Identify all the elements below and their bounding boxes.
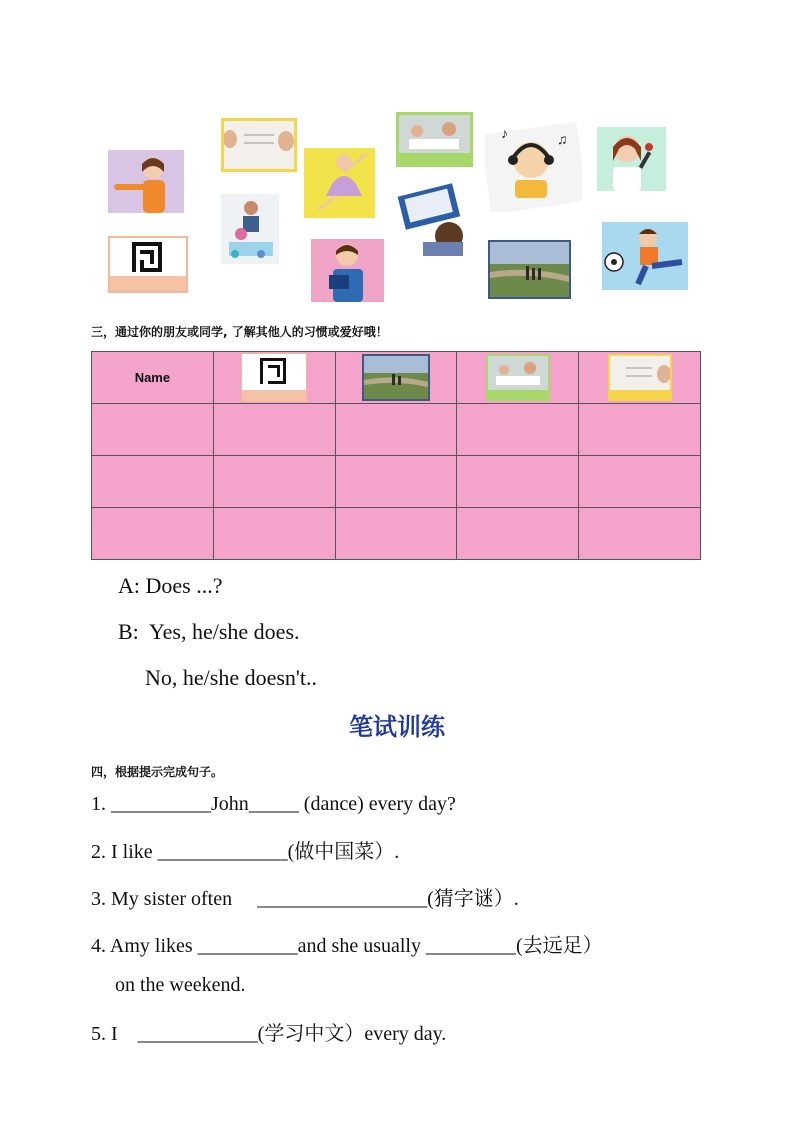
table-cell[interactable]: [213, 456, 335, 508]
table-row: [92, 456, 701, 508]
question-4: 4. Amy likes __________and she usually _________(去远足）: [91, 935, 603, 957]
table-cell[interactable]: [335, 404, 457, 456]
singing-girl-icon: [597, 127, 666, 191]
table-cell[interactable]: [92, 404, 214, 456]
writing-characters-icon: [221, 118, 297, 172]
question-3: 3. My sister often _________________(猜字谜）.: [91, 888, 519, 910]
crossword-puzzle-icon: [241, 353, 307, 402]
table-cell[interactable]: [457, 508, 579, 560]
table-row: [92, 508, 701, 560]
boy-computer-icon: [397, 180, 473, 256]
table-header-puzzle: [213, 352, 335, 404]
table-cell[interactable]: [213, 508, 335, 560]
question-1: 1. __________John_____ (dance) every day?: [91, 793, 456, 815]
table-cell[interactable]: [579, 404, 701, 456]
classroom-group-icon: [396, 112, 473, 167]
table-header-row: [92, 352, 701, 404]
table-cell[interactable]: [457, 404, 579, 456]
table-cell[interactable]: [335, 456, 457, 508]
table-header-classroom: [457, 352, 579, 404]
dialogue-line-b: B: Yes, he/she does.: [118, 619, 300, 644]
section-4-title: 四，根据提示完成句子。: [91, 765, 224, 779]
hiking-photo-icon: [362, 354, 430, 401]
section-subtitle: 笔试训练: [349, 713, 445, 741]
table-cell[interactable]: [579, 456, 701, 508]
question-2: 2. I like _____________(做中国菜）.: [91, 841, 400, 863]
question-4-continued: on the weekend.: [115, 974, 246, 996]
writing-characters-icon: [608, 354, 672, 401]
table-row: [92, 404, 701, 456]
girl-pointing-icon: [108, 150, 184, 213]
table-cell[interactable]: [92, 456, 214, 508]
table-header-hiking: [335, 352, 457, 404]
svg-text:♪: ♪: [501, 127, 508, 142]
name-column-header: Name: [92, 352, 214, 404]
survey-table: [91, 351, 701, 560]
dialogue-line-c: No, he/she doesn't..: [145, 665, 317, 690]
table-header-writing: [579, 352, 701, 404]
dialogue-line-a: A: Does ...?: [118, 573, 223, 598]
dancing-girl-icon: [304, 148, 375, 218]
boy-reading-icon: [311, 239, 384, 302]
hiking-photo-icon: [488, 240, 571, 299]
table-cell[interactable]: [579, 508, 701, 560]
table-cell[interactable]: [335, 508, 457, 560]
music-girl-icon: [485, 118, 582, 212]
section-3-title: 三，通过你的朋友或同学, 了解其他人的习惯或爱好哦！: [91, 325, 388, 339]
table-cell[interactable]: [213, 404, 335, 456]
classroom-group-icon: [486, 354, 550, 401]
question-5: 5. I ____________(学习中文）every day.: [91, 1023, 447, 1045]
painting-kids-icon: [221, 194, 279, 264]
table-cell[interactable]: [92, 508, 214, 560]
svg-text:♫: ♫: [557, 133, 568, 148]
soccer-boy-icon: [602, 222, 688, 290]
crossword-puzzle-icon: [108, 236, 188, 293]
table-cell[interactable]: [457, 456, 579, 508]
